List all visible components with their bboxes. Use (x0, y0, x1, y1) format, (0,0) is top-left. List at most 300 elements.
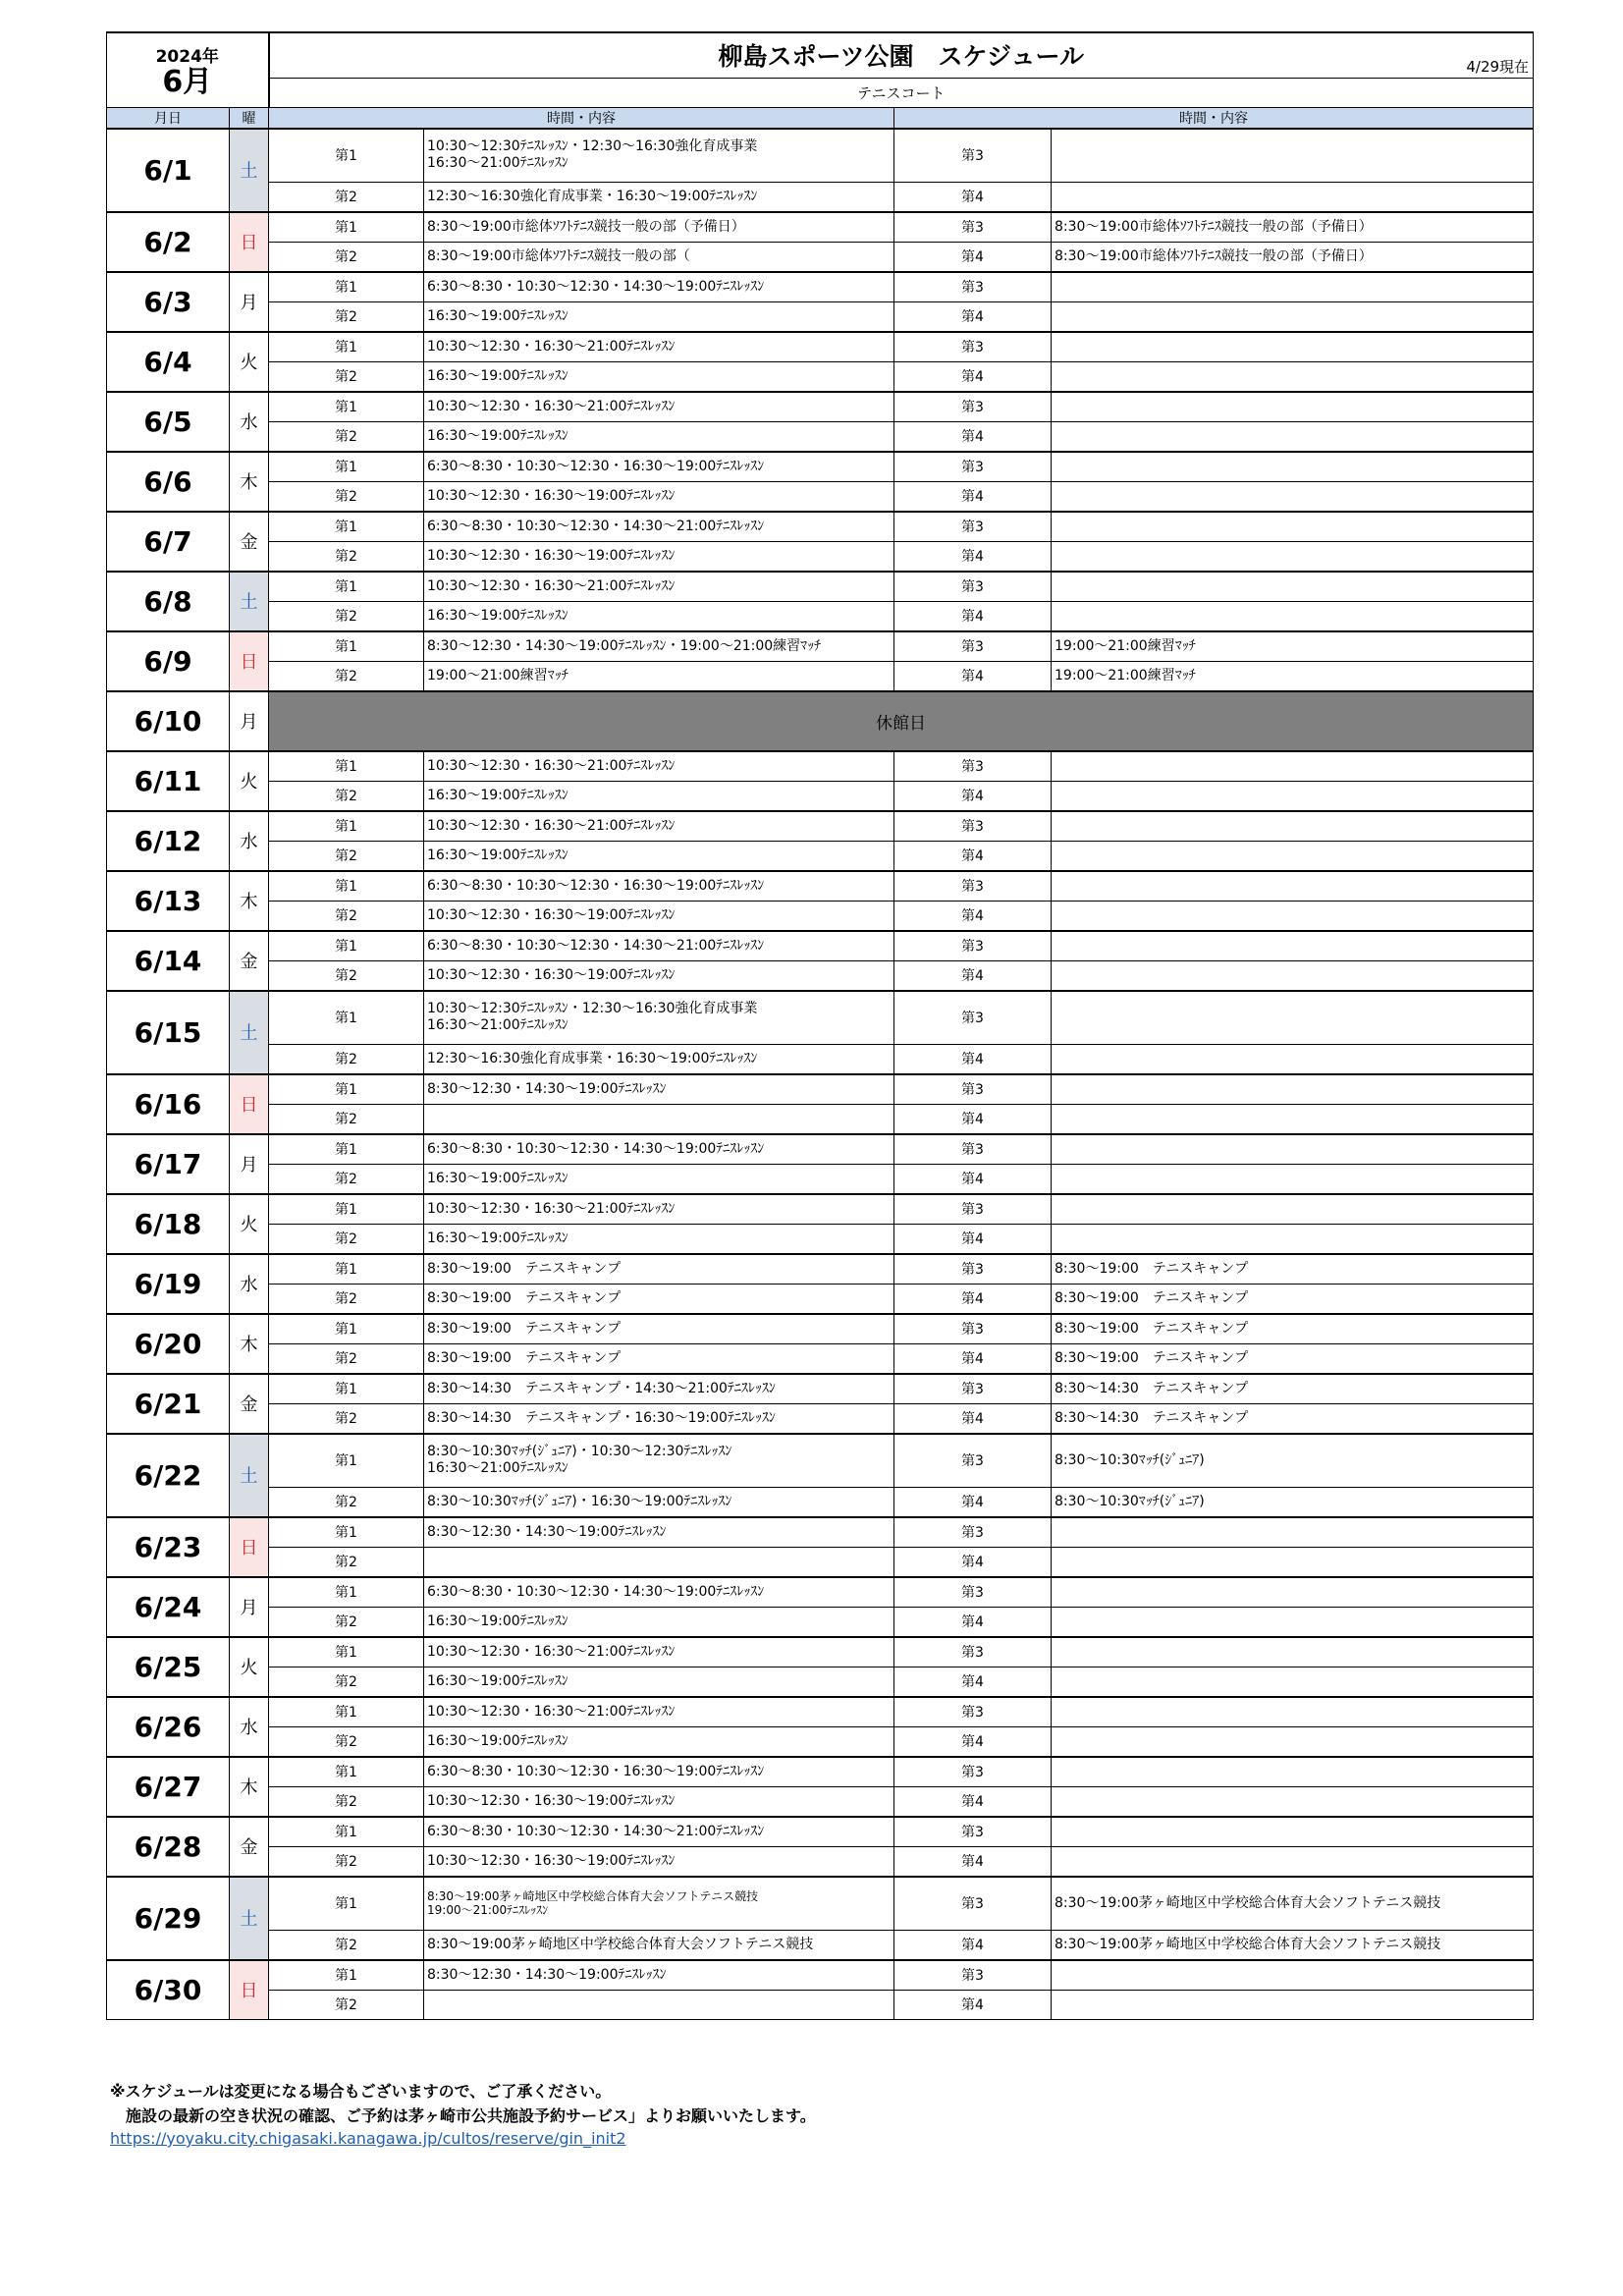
court-label: 第4 (894, 1547, 1052, 1577)
day-of-week: 火 (230, 332, 269, 392)
day-of-week: 日 (230, 212, 269, 272)
court-label: 第1 (269, 392, 424, 422)
schedule-text: 16:30～19:00ﾃﾆｽﾚｯｽﾝ (427, 1230, 568, 1246)
schedule-text: 16:30～19:00ﾃﾆｽﾚｯｽﾝ (427, 1613, 568, 1629)
day-of-week: 月 (230, 1134, 269, 1194)
court-label: 第2 (269, 183, 424, 212)
court-schedule (424, 1931, 894, 1960)
court-schedule (424, 332, 894, 362)
court-schedule (1052, 661, 1534, 691)
court-schedule (1052, 452, 1534, 482)
court-label: 第2 (269, 481, 424, 512)
schedule-text: 8:30～10:30ﾏｯﾁ(ｼﾞｭﾆｱ)・10:30～12:30ﾃﾆｽﾚｯｽﾝ 16:30～21:00ﾃﾆｽﾚｯｽﾝ (427, 1444, 732, 1477)
court-schedule (424, 960, 894, 991)
day-date: 6/6 (107, 452, 230, 512)
court-label: 第2 (269, 1224, 424, 1254)
court-schedule (1052, 361, 1534, 392)
court-schedule (1052, 332, 1534, 362)
court-label: 第3 (894, 1757, 1052, 1787)
court-label: 第4 (894, 361, 1052, 392)
court-schedule (1052, 1134, 1534, 1165)
court-schedule (424, 1284, 894, 1314)
schedule-text: 10:30～12:30・16:30～21:00ﾃﾆｽﾚｯｽﾝ (427, 1703, 676, 1720)
court-label: 第1 (269, 1877, 424, 1931)
day-row (107, 631, 1534, 662)
court-label: 第3 (894, 1817, 1052, 1847)
court-label: 第4 (894, 1607, 1052, 1637)
court-schedule (424, 1517, 894, 1548)
court-schedule (424, 1224, 894, 1254)
court-schedule (1052, 991, 1534, 1045)
court-label: 第4 (894, 661, 1052, 691)
court-schedule (424, 272, 894, 302)
court-schedule (424, 481, 894, 512)
schedule-sheet (106, 31, 1533, 2020)
court-schedule (424, 301, 894, 332)
schedule-text: 8:30～14:30 テニスキャンプ・16:30～19:00ﾃﾆｽﾚｯｽﾝ (427, 1409, 776, 1426)
day-of-week: 火 (230, 1637, 269, 1697)
day-of-week: 土 (230, 129, 269, 212)
col-dow-header: 曜 (230, 107, 269, 129)
day-date: 6/30 (107, 1960, 230, 2020)
court-schedule (1052, 481, 1534, 512)
court-schedule (1052, 841, 1534, 871)
schedule-text: 8:30～19:00茅ヶ崎地区中学校総合体育大会ソフトテニス競技 19:00～21:00ﾃﾆｽﾚｯｽﾝ (427, 1889, 759, 1918)
court-schedule (1052, 751, 1534, 782)
court-schedule (424, 421, 894, 452)
day-row-second (107, 1284, 1534, 1314)
court-label: 第1 (269, 991, 424, 1045)
day-of-week: 水 (230, 811, 269, 871)
day-of-week: 土 (230, 572, 269, 631)
court-schedule (1052, 1374, 1534, 1404)
day-row (107, 1254, 1534, 1285)
day-row (107, 1757, 1534, 1787)
day-date: 6/24 (107, 1577, 230, 1637)
court-schedule (1052, 541, 1534, 572)
schedule-text: 16:30～19:00ﾃﾆｽﾚｯｽﾝ (427, 1732, 568, 1749)
schedule-text: 8:30～12:30・14:30～19:00ﾃﾆｽﾚｯｽﾝ (427, 1966, 667, 1983)
court-schedule (1052, 1284, 1534, 1314)
court-schedule (1052, 1517, 1534, 1548)
court-label: 第4 (894, 781, 1052, 811)
day-row-second (107, 1726, 1534, 1757)
day-row (107, 1374, 1534, 1404)
court-schedule (424, 361, 894, 392)
schedule-text: 10:30～12:30・16:30～19:00ﾃﾆｽﾚｯｽﾝ (427, 547, 676, 564)
court-schedule (1052, 1045, 1534, 1074)
schedule-text: 10:30～12:30・16:30～21:00ﾃﾆｽﾚｯｽﾝ (427, 338, 676, 355)
schedule-text: 10:30～12:30・16:30～19:00ﾃﾆｽﾚｯｽﾝ (427, 1852, 676, 1869)
schedule-text: 6:30～8:30・10:30～12:30・14:30～21:00ﾃﾆｽﾚｯｽﾝ (427, 518, 765, 534)
court-label: 第1 (269, 1637, 424, 1667)
schedule-text: 8:30～19:00茅ヶ崎地区中学校総合体育大会ソフトテニス競技 (427, 1936, 814, 1952)
schedule-text: 10:30～12:30・16:30～21:00ﾃﾆｽﾚｯｽﾝ (427, 398, 676, 414)
court-label: 第2 (269, 960, 424, 991)
court-schedule (424, 631, 894, 662)
court-label: 第4 (894, 183, 1052, 212)
day-row-second (107, 1403, 1534, 1434)
court-label: 第2 (269, 1403, 424, 1434)
day-row-second (107, 1607, 1534, 1637)
day-date: 6/19 (107, 1254, 230, 1314)
court-schedule (424, 392, 894, 422)
day-row-second (107, 541, 1534, 572)
court-schedule (1052, 1254, 1534, 1285)
day-of-week: 火 (230, 1194, 269, 1254)
court-schedule (424, 1104, 894, 1134)
court-schedule (1052, 1434, 1534, 1488)
day-row-second (107, 1488, 1534, 1517)
schedule-text: 10:30～12:30・16:30～19:00ﾃﾆｽﾚｯｽﾝ (427, 487, 676, 504)
court-label: 第2 (269, 421, 424, 452)
day-of-week: 月 (230, 1577, 269, 1637)
day-of-week: 木 (230, 1757, 269, 1817)
day-of-week: 金 (230, 512, 269, 572)
day-of-week: 月 (230, 272, 269, 332)
day-of-week: 月 (230, 691, 269, 751)
court-label: 第1 (269, 212, 424, 243)
day-row-second (107, 1667, 1534, 1697)
court-schedule (1052, 129, 1534, 183)
court-label: 第2 (269, 661, 424, 691)
day-row (107, 452, 1534, 482)
facility-row (107, 78, 1534, 107)
court-label: 第4 (894, 242, 1052, 272)
court-schedule (1052, 1074, 1534, 1105)
schedule-text: 19:00～21:00練習ﾏｯﾁ (1055, 667, 1196, 683)
day-of-week: 日 (230, 1960, 269, 2020)
court-label: 第4 (894, 841, 1052, 871)
day-of-week: 木 (230, 452, 269, 512)
court-label: 第1 (269, 631, 424, 662)
schedule-text: 10:30～12:30・16:30～21:00ﾃﾆｽﾚｯｽﾝ (427, 1643, 676, 1660)
day-row (107, 811, 1534, 842)
schedule-text: 8:30～14:30 テニスキャンプ (1055, 1409, 1249, 1426)
court-schedule (1052, 1877, 1534, 1931)
day-row-second (107, 960, 1534, 991)
court-label: 第4 (894, 541, 1052, 572)
day-date: 6/9 (107, 631, 230, 691)
schedule-text: 6:30～8:30・10:30～12:30・14:30～21:00ﾃﾆｽﾚｯｽﾝ (427, 937, 765, 954)
court-label: 第3 (894, 572, 1052, 602)
schedule-text: 10:30～12:30・16:30～21:00ﾃﾆｽﾚｯｽﾝ (427, 757, 676, 774)
court-label: 第3 (894, 1577, 1052, 1608)
day-of-week: 水 (230, 1697, 269, 1757)
court-schedule (1052, 1104, 1534, 1134)
court-label: 第3 (894, 1637, 1052, 1667)
court-label: 第3 (894, 272, 1052, 302)
court-schedule (424, 1403, 894, 1434)
court-label: 第1 (269, 1960, 424, 1991)
court-schedule (424, 751, 894, 782)
day-row-second (107, 1343, 1534, 1374)
court-schedule (424, 1577, 894, 1608)
court-schedule (1052, 1697, 1534, 1727)
schedule-text: 8:30～12:30・14:30～19:00ﾃﾆｽﾚｯｽﾝ (427, 1080, 667, 1097)
court-schedule (1052, 901, 1534, 931)
day-row-second (107, 1104, 1534, 1134)
court-label: 第4 (894, 481, 1052, 512)
court-schedule (1052, 1757, 1534, 1787)
schedule-text: 10:30～12:30・16:30～19:00ﾃﾆｽﾚｯｽﾝ (427, 1792, 676, 1809)
court-label: 第1 (269, 811, 424, 842)
court-label: 第4 (894, 1343, 1052, 1374)
day-row (107, 272, 1534, 302)
court-label: 第4 (894, 601, 1052, 631)
day-row-second (107, 841, 1534, 871)
day-row-second (107, 421, 1534, 452)
day-row (107, 572, 1534, 602)
day-row-second (107, 1931, 1534, 1960)
day-row-second (107, 1164, 1534, 1194)
day-row (107, 1697, 1534, 1727)
court-label: 第3 (894, 1877, 1052, 1931)
day-date: 6/16 (107, 1074, 230, 1134)
month-label: 6月 (162, 64, 213, 99)
facility-name: テニスコート (269, 78, 1534, 107)
court-label: 第1 (269, 512, 424, 542)
schedule-text: 8:30～19:00市総体ｿﾌﾄﾃﾆｽ競技一般の部（予備日） (1055, 247, 1373, 264)
day-of-week: 金 (230, 1817, 269, 1877)
court-label: 第4 (894, 301, 1052, 332)
court-schedule (1052, 1403, 1534, 1434)
day-row (107, 871, 1534, 902)
schedule-text: 10:30～12:30ﾃﾆｽﾚｯｽﾝ・12:30～16:30強化育成事業 16:30～21:00ﾃﾆｽﾚｯｽﾝ (427, 1001, 758, 1034)
court-schedule (424, 1757, 894, 1787)
court-label: 第3 (894, 1517, 1052, 1548)
court-label: 第1 (269, 1517, 424, 1548)
day-row (107, 1817, 1534, 1847)
day-row (107, 1194, 1534, 1225)
day-date: 6/20 (107, 1314, 230, 1374)
court-label: 第1 (269, 452, 424, 482)
court-label: 第3 (894, 1697, 1052, 1727)
court-label: 第2 (269, 601, 424, 631)
court-schedule (424, 991, 894, 1045)
schedule-text: 19:00～21:00練習ﾏｯﾁ (427, 667, 568, 683)
day-date: 6/4 (107, 332, 230, 392)
court-label: 第3 (894, 212, 1052, 243)
court-label: 第4 (894, 1164, 1052, 1194)
schedule-text: 6:30～8:30・10:30～12:30・14:30～21:00ﾃﾆｽﾚｯｽﾝ (427, 1823, 765, 1839)
court-label: 第1 (269, 1817, 424, 1847)
day-of-week: 土 (230, 1434, 269, 1517)
court-schedule (1052, 960, 1534, 991)
court-label: 第1 (269, 332, 424, 362)
court-schedule (1052, 212, 1534, 243)
court-schedule (1052, 272, 1534, 302)
schedule-text: 8:30～19:00 テニスキャンプ (1055, 1260, 1249, 1277)
court-schedule (1052, 512, 1534, 542)
day-of-week: 火 (230, 751, 269, 811)
court-label: 第2 (269, 1284, 424, 1314)
court-schedule (424, 183, 894, 212)
court-schedule (1052, 1960, 1534, 1991)
court-label: 第2 (269, 1045, 424, 1074)
court-schedule (1052, 1990, 1534, 2020)
court-schedule (1052, 1343, 1534, 1374)
schedule-text: 8:30～14:30 テニスキャンプ・14:30～21:00ﾃﾆｽﾚｯｽﾝ (427, 1380, 776, 1396)
day-row (107, 691, 1534, 722)
court-schedule (1052, 601, 1534, 631)
court-label: 第4 (894, 421, 1052, 452)
court-label: 第1 (269, 1757, 424, 1787)
schedule-text: 10:30～12:30・16:30～21:00ﾃﾆｽﾚｯｽﾝ (427, 817, 676, 834)
day-date: 6/28 (107, 1817, 230, 1877)
schedule-text: 10:30～12:30ﾃﾆｽﾚｯｽﾝ・12:30～16:30強化育成事業 16:30～21:00ﾃﾆｽﾚｯｽﾝ (427, 138, 758, 172)
schedule-text: 8:30～14:30 テニスキャンプ (1055, 1380, 1249, 1396)
day-row (107, 991, 1534, 1045)
day-row (107, 1434, 1534, 1488)
day-row-second (107, 1846, 1534, 1877)
schedule-text: 16:30～19:00ﾃﾆｽﾚｯｽﾝ (427, 427, 568, 444)
day-row (107, 1134, 1534, 1165)
reservation-link[interactable]: https://yoyaku.city.chigasaki.kanagawa.jp/cultos/reserve/gin_init2 (110, 2129, 626, 2148)
day-date: 6/18 (107, 1194, 230, 1254)
court-label: 第3 (894, 631, 1052, 662)
schedule-text: 8:30～19:00市総体ｿﾌﾄﾃﾆｽ競技一般の部（ (427, 247, 690, 264)
court-schedule (1052, 811, 1534, 842)
court-label: 第1 (269, 1194, 424, 1225)
court-schedule (1052, 1577, 1534, 1608)
court-label: 第4 (894, 1224, 1052, 1254)
court-schedule (424, 1990, 894, 2020)
schedule-text: 8:30～19:00市総体ｿﾌﾄﾃﾆｽ競技一般の部（予備日） (427, 218, 745, 235)
title-row (107, 32, 1534, 78)
court-schedule (424, 841, 894, 871)
day-date: 6/10 (107, 691, 230, 751)
day-of-week: 日 (230, 1517, 269, 1577)
court-label: 第1 (269, 1314, 424, 1344)
schedule-text: 8:30～19:00 テニスキャンプ (1055, 1320, 1249, 1337)
court-label: 第2 (269, 1846, 424, 1877)
col-content-left-header: 時間・内容 (269, 107, 894, 129)
schedule-text: 16:30～19:00ﾃﾆｽﾚｯｽﾝ (427, 1170, 568, 1186)
court-schedule (424, 1726, 894, 1757)
schedule-text: 8:30～19:00 テニスキャンプ (1055, 1349, 1249, 1366)
day-of-week: 土 (230, 991, 269, 1074)
day-date: 6/29 (107, 1877, 230, 1960)
court-label: 第4 (894, 1931, 1052, 1960)
court-label: 第1 (269, 1577, 424, 1608)
court-schedule (1052, 1194, 1534, 1225)
court-schedule (424, 931, 894, 961)
closed-day-cell: 休館日 (269, 691, 1534, 751)
schedule-text: 6:30～8:30・10:30～12:30・16:30～19:00ﾃﾆｽﾚｯｽﾝ (427, 877, 765, 894)
court-schedule (424, 1045, 894, 1074)
court-schedule (1052, 1931, 1534, 1960)
court-label: 第4 (894, 1846, 1052, 1877)
day-date: 6/12 (107, 811, 230, 871)
day-row (107, 1960, 1534, 1991)
day-date: 6/22 (107, 1434, 230, 1517)
court-schedule (424, 901, 894, 931)
schedule-text: 6:30～8:30・10:30～12:30・14:30～19:00ﾃﾆｽﾚｯｽﾝ (427, 278, 765, 295)
court-schedule (424, 1194, 894, 1225)
day-row-second (107, 1990, 1534, 2020)
col-date-header: 月日 (107, 107, 230, 129)
court-label: 第3 (894, 332, 1052, 362)
court-label: 第2 (269, 1547, 424, 1577)
court-label: 第4 (894, 1403, 1052, 1434)
schedule-text: 6:30～8:30・10:30～12:30・14:30～19:00ﾃﾆｽﾚｯｽﾝ (427, 1583, 765, 1600)
court-label: 第3 (894, 871, 1052, 902)
court-label: 第1 (269, 871, 424, 902)
court-label: 第1 (269, 751, 424, 782)
court-schedule (424, 129, 894, 183)
day-date: 6/14 (107, 931, 230, 991)
schedule-text: 8:30～19:00茅ヶ崎地区中学校総合体育大会ソフトテニス競技 (1055, 1894, 1441, 1911)
column-header-row (107, 107, 1534, 129)
schedule-text: 8:30～10:30ﾏｯﾁ(ｼﾞｭﾆｱ) (1055, 1493, 1205, 1509)
court-schedule (1052, 1637, 1534, 1667)
day-row-second (107, 1786, 1534, 1817)
court-label: 第3 (894, 1074, 1052, 1105)
schedule-text: 8:30～19:00茅ヶ崎地区中学校総合体育大会ソフトテニス競技 (1055, 1936, 1441, 1952)
day-date: 6/11 (107, 751, 230, 811)
day-date: 6/3 (107, 272, 230, 332)
day-row (107, 1877, 1534, 1931)
court-schedule (424, 1817, 894, 1847)
court-label: 第3 (894, 1194, 1052, 1225)
day-of-week: 水 (230, 392, 269, 452)
day-of-week: 木 (230, 871, 269, 931)
court-schedule (424, 781, 894, 811)
court-schedule (424, 1877, 894, 1931)
schedule-table (106, 31, 1534, 2020)
schedule-text: 8:30～12:30・14:30～19:00ﾃﾆｽﾚｯｽﾝ (427, 1523, 667, 1540)
court-label: 第3 (894, 452, 1052, 482)
court-label: 第3 (894, 392, 1052, 422)
court-schedule (1052, 1164, 1534, 1194)
schedule-text: 10:30～12:30・16:30～21:00ﾃﾆｽﾚｯｽﾝ (427, 1200, 676, 1217)
schedule-text: 8:30～19:00 テニスキャンプ (427, 1320, 622, 1337)
court-schedule (1052, 781, 1534, 811)
court-label: 第4 (894, 1104, 1052, 1134)
title-cell (269, 32, 1534, 78)
court-schedule (1052, 631, 1534, 662)
day-row (107, 1074, 1534, 1105)
court-schedule (424, 1846, 894, 1877)
court-schedule (424, 242, 894, 272)
schedule-text: 8:30～19:00 テニスキャンプ (427, 1260, 622, 1277)
court-label: 第3 (894, 1254, 1052, 1285)
court-label: 第2 (269, 1343, 424, 1374)
day-date: 6/2 (107, 212, 230, 272)
day-of-week: 日 (230, 631, 269, 691)
court-label: 第1 (269, 572, 424, 602)
court-label: 第3 (894, 1314, 1052, 1344)
court-label: 第2 (269, 1990, 424, 2020)
court-schedule (424, 1074, 894, 1105)
day-date: 6/21 (107, 1374, 230, 1434)
day-row (107, 129, 1534, 183)
court-label: 第4 (894, 1045, 1052, 1074)
court-label: 第4 (894, 1786, 1052, 1817)
court-schedule (1052, 1726, 1534, 1757)
schedule-text: 16:30～19:00ﾃﾆｽﾚｯｽﾝ (427, 607, 568, 624)
day-of-week: 金 (230, 1374, 269, 1434)
day-row (107, 931, 1534, 961)
court-label: 第2 (269, 541, 424, 572)
page-title: 柳島スポーツ公園 スケジュール (718, 42, 1085, 72)
court-schedule (1052, 183, 1534, 212)
schedule-text: 10:30～12:30・16:30～19:00ﾃﾆｽﾚｯｽﾝ (427, 906, 676, 923)
court-schedule (1052, 1224, 1534, 1254)
schedule-text: 10:30～12:30・16:30～21:00ﾃﾆｽﾚｯｽﾝ (427, 577, 676, 594)
court-schedule (424, 1697, 894, 1727)
